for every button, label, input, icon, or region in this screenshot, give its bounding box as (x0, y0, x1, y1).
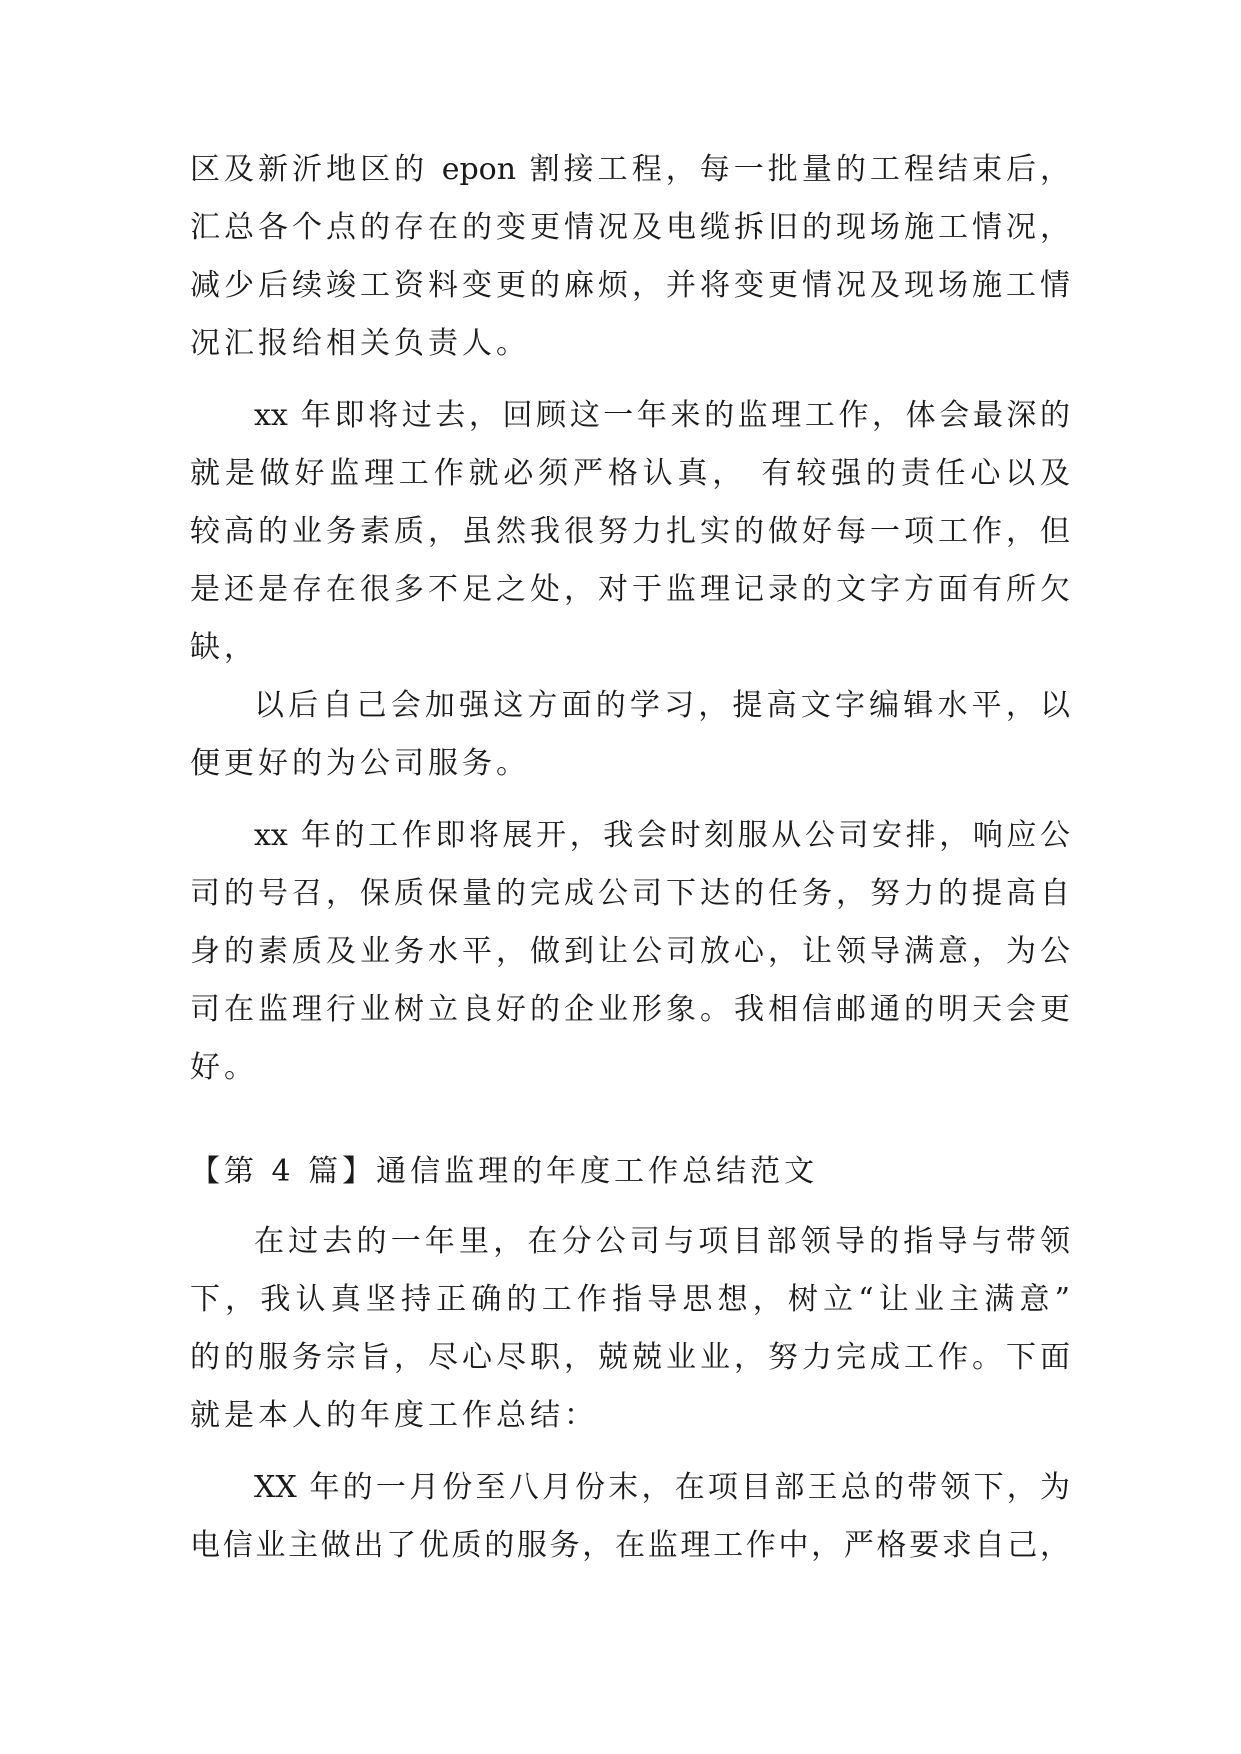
text-line: 以后自己会加强这方面的学习，提高文字编辑水平，以 (254, 688, 1070, 723)
text-line: 司在监理行业树立良好的企业形象。我相信邮通的明天会更 (190, 992, 1070, 1027)
text-line: 汇总各个点的存在的变更情况及电缆拆旧的现场施工情况， (190, 210, 1070, 245)
text-line: 减少后续竣工资料变更的麻烦，并将变更情况及现场施工情 (190, 268, 1070, 303)
text-line: 在过去的一年里，在分公司与项目部领导的指导与带领 (254, 1224, 1070, 1259)
text-line: xx 年即将过去，回顾这一年来的监理工作，体会最深的 (254, 398, 1070, 433)
text-line: 况汇报给相关负责人。 (190, 326, 530, 361)
text-line: 就是本人的年度工作总结： (190, 1398, 598, 1433)
text-line: 就是做好监理工作就必须严格认真， 有较强的责任心以及 (190, 456, 1070, 491)
text-line: 下，我认真坚持正确的工作指导思想，树立“让业主满意” (190, 1282, 1070, 1317)
text-line: xx 年的工作即将展开，我会时刻服从公司安排，响应公 (254, 818, 1070, 853)
text-line: 较高的业务素质，虽然我很努力扎实的做好每一项工作，但 (190, 514, 1070, 549)
text-line: 身的素质及业务水平，做到让公司放心，让领导满意，为公 (190, 934, 1070, 969)
text-line: 是还是存在很多不足之处，对于监理记录的文字方面有所欠 (190, 572, 1070, 607)
text-line: 司的号召，保质保量的完成公司下达的任务，努力的提高自 (190, 876, 1070, 911)
text-line: 缺， (190, 630, 258, 665)
text-line: 电信业主做出了优质的服务，在监理工作中，严格要求自己， (190, 1528, 1070, 1563)
text-line: XX 年的一月份至八月份末，在项目部王总的带领下，为 (254, 1470, 1070, 1505)
text-line: 区及新沂地区的 epon 割接工程，每一批量的工程结束后， (190, 152, 1070, 187)
text-line: 的的服务宗旨，尽心尽职，兢兢业业，努力完成工作。下面 (190, 1340, 1070, 1375)
section-heading: 【第 4 篇】通信监理的年度工作总结范文 (190, 1154, 819, 1189)
text-line: 好。 (190, 1050, 258, 1085)
text-line: 便更好的为公司服务。 (190, 746, 530, 781)
